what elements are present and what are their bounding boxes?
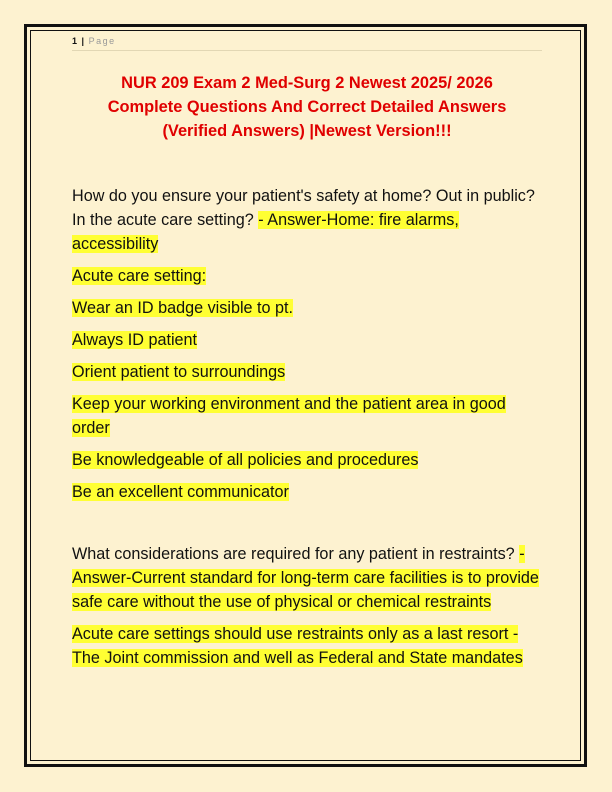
qa-1-item	[72, 328, 542, 352]
qa-2-item-text: Acute care settings should use restraints only as a last resort - The Joint commission and well as Federal and State mandates	[72, 625, 523, 667]
qa-1-item	[72, 296, 542, 320]
qa-1-answer: - Answer-Home: fire alarms, accessibility	[72, 211, 459, 253]
qa-2-question: What considerations are required for any patient in restraints?	[72, 545, 520, 563]
qa-1-item-text: Orient patient to surroundings	[72, 363, 286, 381]
qa-1-item	[72, 480, 542, 504]
document-body	[72, 184, 542, 678]
title-line-2: Complete Questions And Correct Detailed Answers	[107, 98, 507, 116]
section-gap	[72, 512, 542, 542]
qa-2-answer: - Answer-Current standard for long-term care facilities is to provide safe care without the use of physical or chemical restraints	[72, 545, 539, 611]
qa-1-item-text: Be an excellent communicator	[72, 483, 289, 501]
qa-1-question-paragraph	[72, 184, 542, 256]
qa-1-item	[72, 392, 542, 440]
qa-1-item	[72, 360, 542, 384]
page-header	[72, 36, 542, 51]
page-separator: |	[81, 36, 85, 46]
title-line-1: NUR 209 Exam 2 Med-Surg 2 Newest 2025/ 2026	[121, 74, 493, 92]
qa-1-question: How do you ensure your patient's safety at home? Out in public? In the acute care setting?	[72, 187, 535, 229]
qa-1-item-text: Be knowledgeable of all policies and procedures	[72, 451, 419, 469]
qa-1-item	[72, 448, 542, 472]
qa-2-question-paragraph	[72, 542, 542, 614]
qa-2-item	[72, 622, 542, 670]
qa-1-item-text: Wear an ID badge visible to pt.	[72, 299, 294, 317]
qa-1-item-text: Acute care setting:	[72, 267, 207, 285]
title-line-3: (Verified Answers) |Newest Version!!!	[162, 122, 452, 140]
document-title	[72, 71, 542, 143]
page-label: Page	[88, 36, 116, 46]
qa-1-item	[72, 264, 542, 288]
qa-1-item-text: Keep your working environment and the patient area in good order	[72, 395, 506, 437]
page-number: 1	[72, 36, 78, 46]
qa-1-item-text: Always ID patient	[72, 331, 198, 349]
